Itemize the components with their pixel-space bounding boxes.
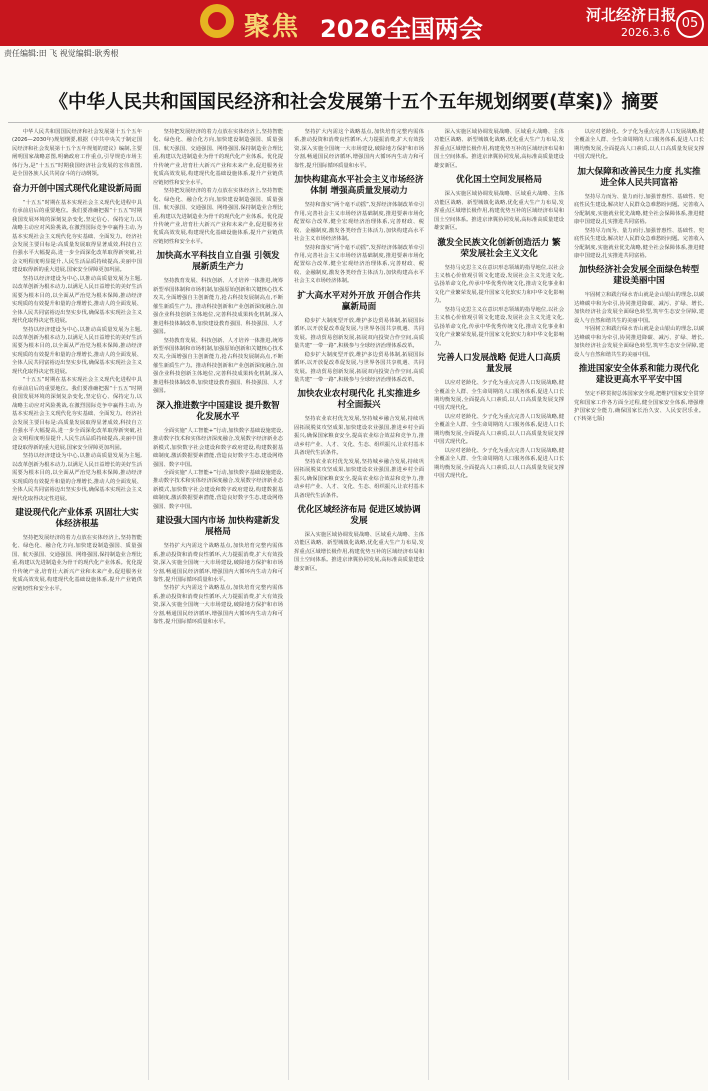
section-heading: 激发全民族文化创新创造活力 繁荣发展社会主义文化 — [437, 237, 561, 259]
section-heading: 深入推进数字中国建设 提升数智化发展水平 — [156, 400, 280, 422]
paragraph: “十五五”时期在基本实现社会主义现代化进程中具有承前启后的重要地位。我们要准确把握“十五五”时期我国发展环境的深刻复杂变化,坚定信心、保持定力,以战略主动应对风险挑战,在激烈国际竞争中赢得主动,为基本实现社会主义现代化夯实基础、全面发力。经济社会发展主要目标是:高质量发展取得显著成效,科技自立自强水平大幅提高,进一步全面深化改革取得新突破,社会文明程度明显提升,人民生活品质持续提高,美丽中国建设取得新的重大进展,国家安全屏障更加巩固。 — [12, 199, 142, 274]
paragraph: 稳步扩大制度型开放,维护多边贸易体制,拓展国际循环,以开放促改革促发展,与世界各国共享机遇、共同发展。推动贸易创新发展,拓展双向投资合作空间,高质量共建“一带一路”,积极参与全球经济治理体系改革。 — [294, 317, 424, 350]
paragraph: 坚持把发展经济的着力点放在实体经济上,坚持智能化、绿色化、融合化方向,加快建设制造强国、质量强国、航天强国、交通强国、网络强国,保持制造业合理比重,构建以先进制造业为骨干的现代化产业体系。优化提升传统产业,培育壮大新兴产业和未来产业,促进服务业优质高效发展,构建现代化基础设施体系,提升产业链供应链韧性和安全水平。 — [12, 535, 142, 592]
page-number: 05 — [676, 10, 704, 38]
section-heading: 加快高水平科技自立自强 引领发展新质生产力 — [156, 251, 280, 273]
issue-date: 2026.3.6 — [621, 26, 670, 39]
column-2 — [153, 128, 283, 1086]
paragraph: 坚持扩大内需这个战略基点,加快培育完整内需体系,推动投资和消费良性循环,大力提振消费,扩大有效投资,深入实施全国统一大市场建设,破除地方保护和市场分割,畅通国民经济循环,增强国内大循环内生动力和可靠性,提升国际循环质量和水平。 — [294, 129, 424, 169]
paragraph: 以应对老龄化、少子化为重点完善人口发展战略,健全覆盖全人群、全生命周期的人口服务体系,促进人口长期均衡发展,全面提高人口素质,以人口高质量发展支撑中国式现代化。 — [434, 413, 564, 446]
section-heading: 加大保障和改善民生力度 扎实推进全体人民共同富裕 — [577, 166, 701, 188]
paragraph: 全面实施“人工智能+”行动,加快数字基础设施建设,推动数字技术和实体经济深度融合,发展数字经济新业态新模式,加快数字社会建设和数字政府建设,构建数据基础制度,激活数据要素潜能,营造良好数字生态,建设网络强国、数字中国。 — [153, 469, 283, 510]
paragraph: 以应对老龄化、少子化为重点完善人口发展战略,健全覆盖全人群、全生命周期的人口服务体系,促进人口长期均衡发展,全面提高人口素质,以人口高质量发展支撑中国式现代化。 — [434, 380, 564, 412]
paragraph: 坚持农业农村优先发展,坚持城乡融合发展,持续巩固拓展脱贫攻坚成果,加快建设农业强国,推进乡村全面振兴,确保国家粮食安全,提高农业综合效益和竞争力,推动乡村产业、人才、文化、生态、组织振兴,让农村基本具备现代生活条件。 — [294, 416, 424, 457]
section-heading: 扩大高水平对外开放 开创合作共赢新局面 — [297, 290, 421, 312]
column-divider — [568, 130, 569, 1080]
section-heading: 奋力开创中国式现代化建设新局面 — [12, 183, 142, 194]
section-heading: 建设强大国内市场 加快构建新发展格局 — [156, 516, 280, 538]
paragraph: “十五五”时期在基本实现社会主义现代化进程中具有承前启后的重要地位。我们要准确把握“十五五”时期我国发展环境的深刻复杂变化,坚定信心、保持定力,以战略主动应对风险挑战,在激烈国际竞争中赢得主动,为基本实现社会主义现代化夯实基础、全面发力。经济社会发展主要目标是:高质量发展取得显著成效,科技自立自强水平大幅提高,进一步全面深化改革取得新突破,社会文明程度明显提升,人民生活品质持续提高,美丽中国建设取得新的重大进展,国家安全屏障更加巩固。 — [12, 377, 142, 451]
paragraph: 深入实施区域协调发展战略、区域重大战略、主体功能区战略、新型城镇化战略,优化重大生产力布局,发挥重点区域增长极作用,构建优势互补的区域经济布局和国土空间体系。推进京津冀协同发展,高标准高质量建设雄安新区。 — [434, 191, 564, 232]
paragraph: 全面实施“人工智能+”行动,加快数字基础设施建设,推动数字技术和实体经济深度融合,发展数字经济新业态新模式,加快数字社会建设和数字政府建设,构建数据基础制度,激活数据要素潜能,营造良好数字生态,建设网络强国、数字中国。 — [153, 427, 283, 468]
column-1 — [12, 128, 142, 1086]
paragraph: 坚持以经济建设为中心,以推动高质量发展为主题,以改革创新为根本动力,以满足人民日益增长的美好生活需要为根本目的,以全面从严治党为根本保障,推动经济实现质的有效提升和量的合理增长,推动人的全面发展、全体人民共同富裕迈出坚实步伐,确保基本实现社会主义现代化取得决定性进展。 — [12, 453, 142, 502]
paragraph: 坚持尽力而为、量力而行,加强普惠性、基础性、兜底性民生建设,解决好人民群众急难愁盼问题。完善收入分配制度,实施就业优先战略,健全社会保障体系,推进健康中国建设,扎实推进共同富裕。 — [574, 193, 704, 226]
paragraph: 坚持教育发展、科技创新、人才培养一体推进,统筹新型举国体制和市场机制,加强原始创新和关键核心技术攻关,全面增强自主创新能力,抢占科技发展制高点,不断催生新质生产力。推动科技创新和产业创新深度融合,加强企业科技创新主体地位,完善科技成果转化机制,深入推进科技体制改革,加快建设教育强国、科技强国、人才强国。 — [153, 278, 283, 336]
paragraph: 稳步扩大制度型开放,维护多边贸易体制,拓展国际循环,以开放促改革促发展,与世界各国共享机遇、共同发展。推动贸易创新发展,拓展双向投资合作空间,高质量共建“一带一路”,积极参与全球经济治理体系改革。 — [294, 351, 424, 383]
paragraph: 坚定不移贯彻总体国家安全观,把维护国家安全贯穿党和国家工作各方面全过程,健全国家安全体系,增强维护国家安全能力,确保国家长治久安、人民安居乐业。(下转第七版) — [574, 391, 704, 423]
paragraph: 坚持马克思主义在意识形态领域的指导地位,以社会主义核心价值观引领文化建设,发展社会主义先进文化,弘扬革命文化,传承中华优秀传统文化,推动文化事业和文化产业繁荣发展,提升国家文化软实力和中华文化影响力。 — [434, 306, 564, 347]
article-title: 《中华人民共和国国民经济和社会发展第十五个五年规划纲要(草案)》摘要 — [49, 92, 659, 113]
paragraph: 坚持把发展经济的着力点放在实体经济上,坚持智能化、绿色化、融合化方向,加快建设制造强国、质量强国、航天强国、交通强国、网络强国,保持制造业合理比重,构建以先进制造业为骨干的现代化产业体系。优化提升传统产业,培育壮大新兴产业和未来产业,促进服务业优质高效发展,构建现代化基础设施体系,提升产业链供应链韧性和安全水平。 — [153, 188, 283, 245]
paragraph: 坚持把发展经济的着力点放在实体经济上,坚持智能化、绿色化、融合化方向,加快建设制造强国、质量强国、航天强国、交通强国、网络强国,保持制造业合理比重,构建以先进制造业为骨干的现代化产业体系。优化提升传统产业,培育壮大新兴产业和未来产业,促进服务业优质高效发展,构建现代化基础设施体系,提升产业链供应链韧性和安全水平。 — [153, 129, 283, 186]
paragraph: 坚持尽力而为、量力而行,加强普惠性、基础性、兜底性民生建设,解决好人民群众急难愁盼问题。完善收入分配制度,实施就业优先战略,健全社会保障体系,推进健康中国建设,扎实推进共同富裕。 — [574, 227, 704, 259]
title-divider — [8, 122, 700, 123]
newspaper-name: 河北经济日报 — [585, 6, 676, 24]
paragraph: 以应对老龄化、少子化为重点完善人口发展战略,健全覆盖全人群、全生命周期的人口服务体系,促进人口长期均衡发展,全面提高人口素质,以人口高质量发展支撑中国式现代化。 — [574, 129, 704, 161]
section-heading: 优化国土空间发展格局 — [456, 175, 542, 186]
session-title: 2026全国两会 — [320, 15, 483, 43]
paragraph: 坚持马克思主义在意识形态领域的指导地位,以社会主义核心价值观引领文化建设,发展社会主义先进文化,弘扬革命文化,传承中华优秀传统文化,推动文化事业和文化产业繁荣发展,提升国家文化软实力和中华文化影响力。 — [434, 264, 564, 305]
paragraph: 深入实施区域协调发展战略、区域重大战略、主体功能区战略、新型城镇化战略,优化重大生产力布局,发挥重点区域增长极作用,构建优势互补的区域经济布局和国土空间体系。推进京津冀协同发展,高标准高质量建设雄安新区。 — [294, 531, 424, 572]
section-heading: 加快经济社会发展全面绿色转型 建设美丽中国 — [578, 265, 700, 287]
paragraph: 牢固树立和践行绿水青山就是金山银山的理念,以碳达峰碳中和为牵引,协同推进降碳、减污、扩绿、增长,加快经济社会发展全面绿色转型,筑牢生态安全屏障,建设人与自然和谐共生的美丽中国。 — [574, 326, 704, 358]
section-heading: 推进国家安全体系和能力现代化 建设更高水平平安中国 — [578, 364, 700, 386]
section-heading: 优化区域经济布局 促进区域协调发展 — [297, 504, 421, 526]
column-5 — [574, 128, 704, 1086]
column-3 — [294, 128, 424, 1086]
paragraph: 坚持以经济建设为中心,以推动高质量发展为主题,以改革创新为根本动力,以满足人民日益增长的美好生活需要为根本目的,以全面从严治党为根本保障,推动经济实现质的有效提升和量的合理增长,推动人的全面发展、全体人民共同富裕迈出坚实步伐,确保基本实现社会主义现代化取得决定性进展。 — [12, 326, 142, 375]
paragraph: 坚持农业农村优先发展,坚持城乡融合发展,持续巩固拓展脱贫攻坚成果,加快建设农业强国,推进乡村全面振兴,确保国家粮食安全,提高农业综合效益和竞争力,推动乡村产业、人才、文化、生态、组织振兴,让农村基本具备现代生活条件。 — [294, 458, 424, 499]
paragraph: 中华人民共和国国民经济和社会发展第十五个五年(2026—2030年)规划纲要,根据《中共中央关于制定国民经济和社会发展第十五个五年规划的建议》编制,主要阐明国家战略意图,明确政府工作重点,引导规范市场主体行为,是“十五五”时期我国经济社会发展的宏伟蓝图,是全国各族人民共同奋斗的行动纲领。 — [12, 129, 142, 178]
column-divider — [288, 130, 289, 1080]
paragraph: 深入实施区域协调发展战略、区域重大战略、主体功能区战略、新型城镇化战略,优化重大生产力布局,发挥重点区域增长极作用,构建优势互补的区域经济布局和国土空间体系。推进京津冀协同发展,高标准高质量建设雄安新区。 — [434, 129, 564, 169]
section-label: 聚焦 — [244, 12, 301, 42]
column-4 — [434, 128, 564, 1086]
section-heading: 建设现代化产业体系 巩固壮大实体经济根基 — [15, 508, 139, 530]
paragraph: 坚持以经济建设为中心,以推动高质量发展为主题,以改革创新为根本动力,以满足人民日益增长的美好生活需要为根本目的,以全面从严治党为根本保障,推动经济实现质的有效提升和量的合理增长,推动人的全面发展、全体人民共同富裕迈出坚实步伐,确保基本实现社会主义现代化取得决定性进展。 — [12, 275, 142, 325]
national-emblem-icon — [200, 4, 234, 38]
section-heading: 加快农业农村现代化 扎实推进乡村全面振兴 — [297, 389, 421, 411]
column-divider — [428, 130, 429, 1080]
column-divider — [148, 130, 149, 1080]
editor-credits: 责任编辑:田 飞 视觉编辑:耿秀根 — [4, 49, 119, 58]
paragraph: 坚持和落实“两个毫不动摇”,发挥经济体制改革牵引作用,完善社会主义市场经济基础制度,推进要素市场化配置综合改革,健全宏观经济治理体系,完善财政、税收、金融制度,激发各类经营主体活力,加快构建高水平社会主义市场经济体制。 — [294, 244, 424, 285]
section-heading: 完善人口发展战略 促进人口高质量发展 — [437, 353, 561, 375]
paragraph: 以应对老龄化、少子化为重点完善人口发展战略,健全覆盖全人群、全生命周期的人口服务体系,促进人口长期均衡发展,全面提高人口素质,以人口高质量发展支撑中国式现代化。 — [434, 447, 564, 480]
paragraph: 牢固树立和践行绿水青山就是金山银山的理念,以碳达峰碳中和为牵引,协同推进降碳、减污、扩绿、增长,加快经济社会发展全面绿色转型,筑牢生态安全屏障,建设人与自然和谐共生的美丽中国。 — [574, 292, 704, 324]
section-heading: 加快构建高水平社会主义市场经济体制 增强高质量发展动力 — [294, 175, 424, 197]
paragraph: 坚持教育发展、科技创新、人才培养一体推进,统筹新型举国体制和市场机制,加强原始创新和关键核心技术攻关,全面增强自主创新能力,抢占科技发展制高点,不断催生新质生产力。推动科技创新和产业创新深度融合,加强企业科技创新主体地位,完善科技成果转化机制,深入推进科技体制改革,加快建设教育强国、科技强国、人才强国。 — [153, 337, 283, 395]
paragraph: 坚持扩大内需这个战略基点,加快培育完整内需体系,推动投资和消费良性循环,大力提振消费,扩大有效投资,深入实施全国统一大市场建设,破除地方保护和市场分割,畅通国民经济循环,增强国内大循环内生动力和可靠性,提升国际循环质量和水平。 — [153, 585, 283, 626]
paragraph: 坚持扩大内需这个战略基点,加快培育完整内需体系,推动投资和消费良性循环,大力提振消费,扩大有效投资,深入实施全国统一大市场建设,破除地方保护和市场分割,畅通国民经济循环,增强国内大循环内生动力和可靠性,提升国际循环质量和水平。 — [153, 543, 283, 584]
paragraph: 坚持和落实“两个毫不动摇”,发挥经济体制改革牵引作用,完善社会主义市场经济基础制度,推进要素市场化配置综合改革,健全宏观经济治理体系,完善财政、税收、金融制度,激发各类经营主体活力,加快构建高水平社会主义市场经济体制。 — [294, 202, 424, 243]
page-banner — [0, 0, 708, 46]
